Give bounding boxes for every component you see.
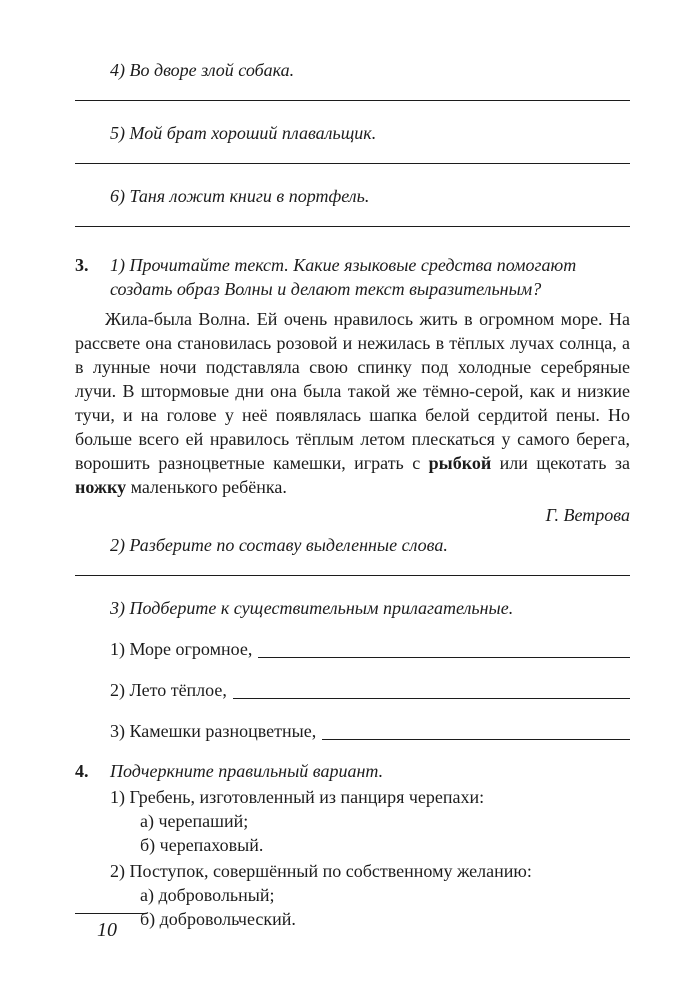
- question-2-option-b: б) добровольческий.: [140, 909, 296, 929]
- fill-item-3-line: [322, 739, 630, 740]
- answer-line-5: [75, 163, 630, 164]
- question-1-text: 1) Гребень, изготовленный из панциря черепахи:: [110, 787, 485, 807]
- answer-line-4: [75, 100, 630, 101]
- question-2-text: 2) Поступок, совершённый по собственному желанию:: [110, 861, 532, 881]
- author-attribution: Г. Ветрова: [545, 505, 630, 525]
- exercise-4-number: 4.: [75, 761, 89, 781]
- exercise-4-task: Подчеркните правильный вариант.: [110, 761, 384, 781]
- correction-item-4: 4) Во дворе злой собака.: [110, 60, 295, 80]
- fill-item-1-label: 1) Море огромное,: [110, 639, 253, 659]
- exercise-4-question-2: [75, 859, 630, 931]
- exercise-3-header: [75, 253, 630, 301]
- answer-line-6: [75, 226, 630, 227]
- exercise-3-reading-text: [75, 307, 630, 499]
- reading-text-bold1: рыбкой: [428, 453, 492, 473]
- exercise-4-question-1: [75, 785, 630, 857]
- reading-text-part1: Жила-была Волна. Ей очень нравилось жить в огромном море. На рассвете она становилась розовой и нежилась в тёплых лучах солнца, а в лунные ночи подставляла свою спинку под холодные серебряные лучи. В штормовые дни она была такой же тёмно-серой, как и низкие тучи, и на голове у неё появлялась шапка белой сердитой пены. Но больше всего ей нравилось тёплым летом плескаться у самого берега, ворошить разноцветные камешки, играть с: [75, 309, 630, 473]
- question-2-option-a: а) добровольный;: [140, 885, 275, 905]
- fill-item-2: [75, 678, 630, 702]
- reading-text-bold2: ножку: [75, 477, 127, 497]
- page-number: 10: [97, 919, 117, 941]
- reading-text-part2: или щекотать за: [491, 453, 630, 473]
- correction-item-5: 5) Мой брат хороший плавальщик.: [110, 123, 377, 143]
- fill-item-2-label: 2) Лето тёплое,: [110, 680, 227, 700]
- answer-line-task2: [75, 575, 630, 576]
- exercise-3-number: 3.: [75, 255, 89, 275]
- correction-item-6: 6) Таня ложит книги в портфель.: [110, 186, 370, 206]
- page-footer: [75, 913, 145, 942]
- question-1-option-a: а) черепаший;: [140, 811, 249, 831]
- fill-item-3: [75, 719, 630, 743]
- reading-text-part3: маленького ребёнка.: [126, 477, 287, 497]
- exercise-4-header: [75, 759, 630, 783]
- exercise-3-task1: 1) Прочитайте текст. Какие языковые средства помогают создать образ Волны и делают текст выразительным?: [110, 255, 577, 299]
- exercise-3-task3: 3) Подберите к существительным прилагательные.: [110, 598, 514, 618]
- fill-item-1-line: [258, 657, 630, 658]
- fill-item-2-line: [233, 698, 630, 699]
- exercise-3-task2: 2) Разберите по составу выделенные слова.: [110, 535, 448, 555]
- footer-divider: [75, 913, 145, 914]
- question-1-option-b: б) черепаховый.: [140, 835, 264, 855]
- fill-item-1: [75, 637, 630, 661]
- fill-item-3-label: 3) Камешки разноцветные,: [110, 721, 317, 741]
